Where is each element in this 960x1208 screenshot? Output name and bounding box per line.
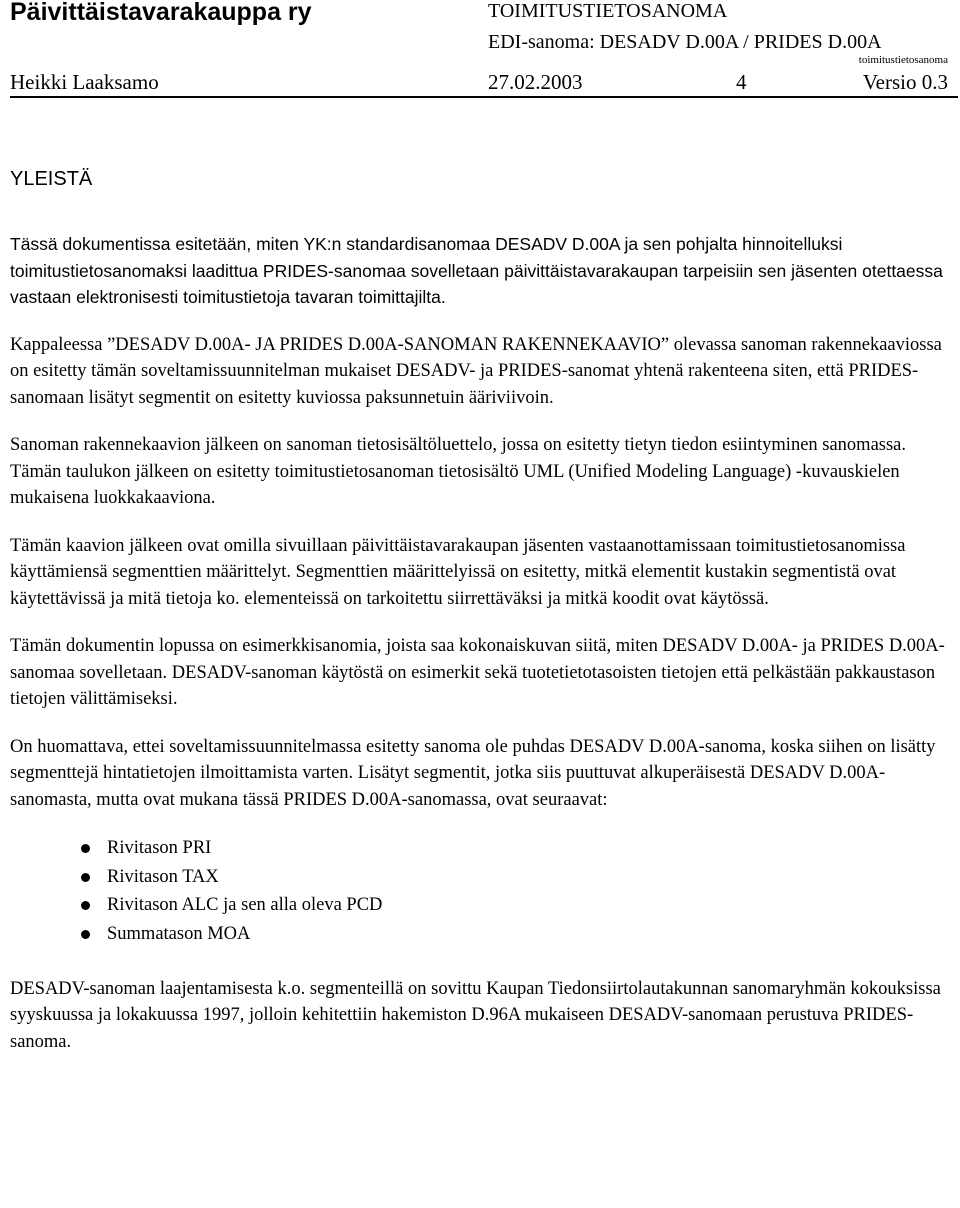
list-item [10,863,956,892]
list-item [10,891,956,920]
paragraph-history: DESADV-sanoman laajentamisesta k.o. segmenteillä on sovittu Kaupan Tiedonsiirtolautakunnan sanomaryhmän kokouksissa syyskuussa ja lokakuussa 1997, jolloin kehitettiin hakemiston D.96A mukaiseen DESADV-sanomaan perustuva PRIDES-sanoma. [10,978,941,1052]
bullet-icon [81,930,90,939]
document-date: 27.02.2003 [488,70,583,94]
document-title: TOIMITUSTIETOSANOMA [488,0,728,22]
page-header [10,0,958,98]
section-heading: YLEISTÄ [10,168,93,190]
paragraph-content-list: Sanoman rakennekaavion jälkeen on sanoman tietosisältöluettelo, jossa on esitetty tietyn tiedon esiintyminen sanomassa. Tämän taulukon jälkeen on esitetty toimitustietosanoman tietosisältö UML (Unified Modeling Language) -kuvauskielen mukaisena luokkakaaviona. [10,435,907,508]
list-item-text: Summatason MOA [107,924,251,945]
page-number: 4 [736,70,747,94]
paragraph-segment-definitions: Tämän kaavion jälkeen ovat omilla sivuillaan päivittäistavarakaupan jäsenten vastaanottamissaan toimitustietosanomissa käyttämiensä segmenttien määrittelyt. Segmenttien määrittelyissä on esitetty, mitkä elementit kustakin segmentistä ovat käytettävissä ja mitä tietoja ko. elementeissä on tarkoitettu siirrettäväksi ja mitkä koodit ovat käytössä. [10,535,906,609]
paragraph-examples: Tämän dokumentin lopussa on esimerkkisanomia, joista saa kokonaiskuvan siitä, miten DESADV D.00A- ja PRIDES D.00A-sanomaa sovelletaan. DESADV-sanoman käytöstä on esimerkit sekä tuotetietotasoisten tietojen että pelkästään pakkaustason tietojen välittämiseksi. [10,636,945,709]
paragraph-intro: Tässä dokumentissa esitetään, miten YK:n standardisanomaa DESADV D.00A ja sen pohjalta hinnoitelluksi toimitustietosanomaksi laadittua PRIDES-sanomaa sovelletaan päivittäistavarakaupan tarpeisiin sen jäsenten otettaessa vastaan elektronisesti toimitustietoja tavaran toimittajilta. [10,234,943,307]
author-name: Heikki Laaksamo [10,70,159,94]
document-subtitle: EDI-sanoma: DESADV D.00A / PRIDES D.00A [488,31,882,53]
document-label: toimitustietosanoma [858,54,948,66]
paragraph-added-segments: On huomattava, ettei soveltamissuunnitelmassa esitetty sanoma ole puhdas DESADV D.00A-sanoma, koska siihen on lisätty segmenttejä hintatietojen ilmoittamista varten. Lisätyt segmentit, jotka siis puuttuvat alkuperäisestä DESADV D.00A-sanomasta, mutta ovat mukana tässä PRIDES D.00A-sanomassa, ovat seuraavat: [10,736,936,810]
paragraph-structure-diagram: Kappaleessa ”DESADV D.00A- JA PRIDES D.00A-SANOMAN RAKENNEKAAVIO” olevassa sanoman rakennekaaviossa on esitetty tämän soveltamissuunnitelman mukaiset DESADV- ja PRIDES-sanomat yhtenä rakenteena siten, että PRIDES-sanomaan lisätyt segmentit on esitetty kuviossa paksunnetuin ääriviivoin. [10,334,942,408]
list-item [10,920,956,949]
organization-name: Päivittäistavarakauppa ry [10,0,312,26]
bullet-icon [81,901,90,910]
list-item [10,834,956,863]
list-item-text: Rivitason TAX [107,866,219,887]
list-item-text: Rivitason PRI [107,838,212,858]
list-item-text: Rivitason ALC ja sen alla oleva PCD [107,895,383,916]
added-segments-list [10,834,956,949]
bullet-icon [81,873,90,882]
bullet-icon [81,844,90,853]
document-body [10,231,956,1076]
document-version: Versio 0.3 [862,70,948,94]
